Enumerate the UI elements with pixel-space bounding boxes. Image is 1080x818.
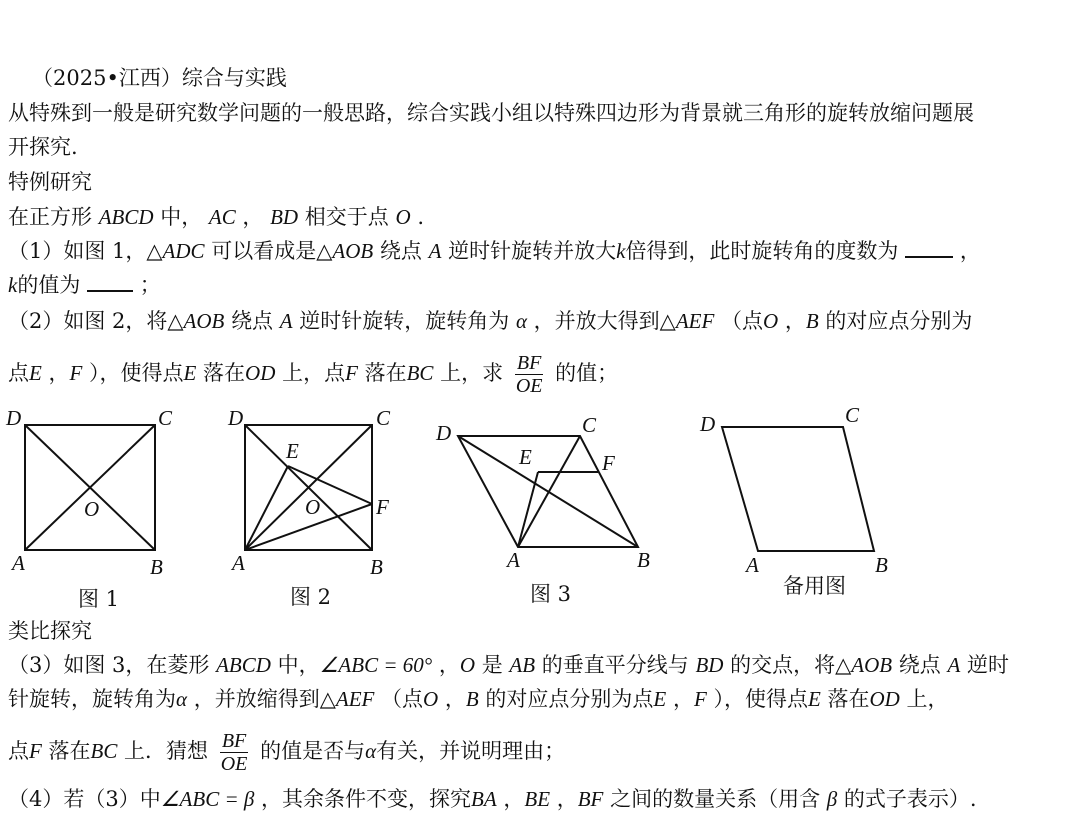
figure-1 — [5, 406, 173, 611]
text: 的值为 — [17, 273, 81, 297]
math: ∠ABC = 60° — [319, 653, 433, 677]
label-d: D — [228, 406, 244, 430]
text: 的对应点分别为点 — [485, 687, 654, 711]
text: 上，点 — [282, 361, 346, 385]
math: E — [807, 687, 821, 711]
label-b: B — [637, 548, 650, 572]
text: ， — [438, 653, 460, 677]
question-1-line-2 — [8, 271, 161, 299]
figure-3 — [435, 413, 650, 606]
text: 逆时针旋转，旋转角为 — [299, 309, 510, 333]
question-4-line — [8, 785, 977, 813]
fraction-bf-over-oe — [514, 352, 545, 397]
label-c: C — [376, 406, 391, 430]
text: 是 — [481, 653, 503, 677]
label-b: B — [370, 555, 383, 579]
text: ，其余条件不变，探究 — [261, 787, 472, 811]
text: ， — [784, 309, 806, 333]
math: OD — [245, 361, 276, 385]
math: BA — [471, 787, 497, 811]
text: ），使得点 — [713, 687, 808, 711]
text: （点 — [381, 687, 424, 711]
label-b: B — [875, 553, 888, 577]
text: 的式子表示）. — [843, 787, 977, 811]
label-c: C — [845, 403, 860, 427]
answer-blank-angle[interactable] — [905, 256, 953, 258]
text: 点 — [8, 739, 29, 763]
fraction-numerator: BF — [516, 352, 542, 374]
math: AOB — [183, 309, 225, 333]
math: BD — [695, 653, 724, 677]
math: A — [428, 239, 442, 263]
figure-2 — [227, 406, 391, 609]
label-o: O — [305, 495, 321, 519]
answer-blank-k[interactable] — [87, 290, 133, 292]
text: ，并放大得到△ — [533, 309, 676, 333]
caption-figure-2: 图 2 — [290, 585, 332, 609]
text: 落在 — [364, 361, 407, 385]
math: E — [653, 687, 667, 711]
text: 倍得到，此时旋转角的度数为 — [625, 239, 899, 263]
math: BC — [406, 361, 434, 385]
math: O — [395, 205, 411, 229]
text: ），使得点 — [89, 361, 184, 385]
text: 上．猜想 — [124, 739, 209, 763]
text: 绕点 — [231, 309, 274, 333]
math: E — [29, 361, 42, 385]
text: 在正方形 — [8, 205, 92, 229]
text: ， — [959, 239, 981, 263]
text: ，并放缩得到△ — [193, 687, 336, 711]
intro-line-1: 从特殊到一般是研究数学问题的一般思路，综合实践小组以特殊四边形为背景就三角形的旋转放缩问题展 — [8, 101, 974, 125]
math: β — [826, 787, 838, 811]
section-special-case-title: 特例研究 — [8, 170, 92, 194]
math: ADC — [162, 239, 205, 263]
math: AEF — [335, 687, 375, 711]
caption-figure-3: 图 3 — [530, 582, 572, 606]
figures — [0, 400, 1080, 615]
question-2-line-2 — [8, 352, 618, 397]
math: E — [183, 361, 197, 385]
text: （1）如图 1，△ — [8, 239, 163, 263]
text: 落在 — [203, 361, 246, 385]
fraction-numerator: BF — [221, 730, 247, 752]
math: α — [365, 739, 377, 763]
label-a: A — [746, 553, 759, 577]
text: ， — [242, 205, 264, 229]
text: 逆时针旋转并放大 — [448, 239, 617, 263]
fraction-denominator: OE — [515, 375, 543, 397]
text: （3）如图 3，在菱形 — [8, 653, 210, 677]
text: . — [417, 205, 425, 229]
text: 逆时 — [967, 653, 1009, 677]
math: k — [616, 239, 626, 263]
text: （点 — [721, 309, 763, 333]
text: 可以看成是△ — [211, 239, 333, 263]
math: α — [515, 309, 527, 333]
text: ， — [503, 787, 525, 811]
text: 的值； — [555, 361, 619, 385]
text: ， — [672, 687, 694, 711]
label-c: C — [158, 406, 173, 430]
parallelogram-abcd — [722, 427, 874, 551]
text: 点 — [8, 361, 29, 385]
math: F — [693, 687, 707, 711]
figure-spare — [699, 403, 888, 598]
label-e: E — [286, 439, 299, 463]
text: 的交点，将△ — [730, 653, 852, 677]
text: 绕点 — [898, 653, 941, 677]
fraction-bf-over-oe — [219, 730, 250, 775]
label-d: D — [6, 406, 22, 430]
math: AOB — [851, 653, 893, 677]
math: O — [459, 653, 476, 677]
text: 之间的数量关系（用含 — [610, 787, 821, 811]
text: 上，求 — [440, 361, 504, 385]
math: F — [29, 739, 42, 763]
label-o: O — [84, 497, 100, 521]
math: OD — [869, 687, 900, 711]
label-d: D — [700, 412, 716, 436]
math: BF — [577, 787, 604, 811]
label-f: F — [602, 451, 615, 475]
segment-ae — [518, 472, 538, 547]
text: 相交于点 — [304, 205, 389, 229]
math: B — [805, 309, 819, 333]
text: ， — [444, 687, 466, 711]
section-analogy-title: 类比探究 — [8, 619, 92, 643]
text: 上， — [906, 687, 949, 711]
label-a: A — [12, 551, 25, 575]
label-c: C — [582, 413, 597, 437]
math: O — [763, 309, 779, 333]
math: B — [465, 687, 479, 711]
question-3-line-1 — [8, 651, 1009, 679]
text: 有关，并说明理由； — [376, 739, 566, 763]
setup-line — [8, 203, 424, 231]
text: 的对应点分别为 — [825, 309, 973, 333]
math: BC — [90, 739, 118, 763]
question-2-line-1 — [8, 307, 972, 335]
math: A — [947, 653, 961, 677]
math: AEF — [675, 309, 715, 333]
label-a: A — [232, 551, 245, 575]
math: AB — [509, 653, 536, 677]
math: F — [345, 361, 358, 385]
text: 落在 — [827, 687, 870, 711]
text: 中， — [277, 653, 320, 677]
text: 中， — [160, 205, 203, 229]
question-3-line-2 — [8, 685, 949, 713]
text: ， — [48, 361, 70, 385]
math: ABCD — [98, 205, 154, 229]
label-d: D — [436, 421, 452, 445]
text: 绕点 — [379, 239, 422, 263]
caption-figure-1: 图 1 — [78, 587, 120, 611]
math: A — [279, 309, 293, 333]
text: （2）如图 2，将△ — [8, 309, 184, 333]
text: （4）若（3）中 — [8, 787, 161, 811]
label-f: F — [376, 495, 389, 519]
math: AC — [208, 205, 236, 229]
text: 针旋转，旋转角为 — [8, 687, 176, 711]
math: F — [69, 361, 83, 385]
math: BE — [524, 787, 551, 811]
label-a: A — [507, 548, 520, 572]
question-3-line-3 — [8, 730, 565, 775]
label-b: B — [150, 555, 163, 579]
math: k — [8, 273, 18, 297]
text: 的垂直平分线与 — [541, 653, 689, 677]
question-1-line-1 — [8, 237, 981, 265]
problem-header: （2025•江西）综合与实践 — [32, 66, 287, 90]
label-e: E — [519, 445, 532, 469]
text: ； — [139, 273, 161, 297]
caption-spare-figure: 备用图 — [783, 574, 846, 598]
math: ABCD — [216, 653, 271, 677]
fraction-denominator: OE — [220, 753, 248, 775]
text: 落在 — [48, 739, 91, 763]
segment-ef — [288, 466, 372, 504]
intro-line-2: 开探究. — [8, 135, 78, 159]
math: ∠ABC = β — [160, 787, 255, 811]
math: AOB — [332, 239, 374, 263]
text: ， — [556, 787, 578, 811]
math: α — [176, 687, 188, 711]
math: BD — [270, 205, 299, 229]
text: 的值是否与 — [260, 739, 366, 763]
math: O — [423, 687, 439, 711]
